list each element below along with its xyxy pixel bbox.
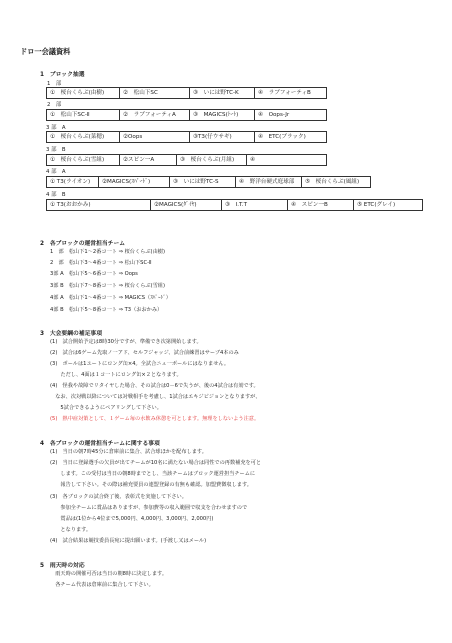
table-cell: ③ 桜台くらぶ(月組) xyxy=(177,155,247,166)
text-line: (1) 当日の朝7時45分に倉庫前に集合、試合球ほかを配布します。 xyxy=(50,449,207,455)
block-label-4a: 4 部 A xyxy=(46,169,66,175)
text-line: 賞品は(1位から4位まで5,000円、4,000円、3,000円、2,000円) xyxy=(50,516,214,522)
table-cell: ① 桜台くらぶ(雪組) xyxy=(47,155,120,166)
block-table-3a xyxy=(46,131,327,143)
section-4-heading: 4 各ブロックの運営担当チームに関する事項 xyxy=(40,441,160,447)
text-line: (3) ボールは1ユートにロング缶×4。全試合ニュ一ボールにはなりません。 xyxy=(50,361,230,367)
table-cell: ⑤ 桜台くらぶ(風組) xyxy=(302,177,371,188)
block-label-2: 2 部 xyxy=(47,102,62,108)
table-cell: ① 桜台くらぶ(由樹) xyxy=(47,88,120,99)
table-cell: ②Oops xyxy=(120,132,190,143)
text-line: 参加全チームに賞品はありますが、参加費等の収入範囲で収支を合わせますので xyxy=(50,505,248,511)
table-cell: ⑤ ETC(グレイ) xyxy=(354,200,423,211)
text-line: 4部 B 松山下5～8番コ一ト ⇒ T3（おおかみ） xyxy=(50,307,163,313)
text-line: 5試合できるようにペアリングして下さい。 xyxy=(50,405,162,411)
table-cell: ① 松山下SC-Ⅱ xyxy=(47,110,120,121)
text-line: します。この受付は当日の朝8時までとし、当該チームはブロック運営担当チームに xyxy=(50,471,256,477)
table-cell: ① T3(おおかみ) xyxy=(47,200,151,211)
section-3-heading: 3 大会要綱の補足事項 xyxy=(40,331,103,337)
table-cell: ④ ラブフォーティB xyxy=(255,88,327,99)
section-1-heading: 1 ブロック抽選 xyxy=(40,72,85,78)
table-cell: ④ 野洋台硬式庭球部 xyxy=(236,177,302,188)
table-cell: ②MAGICS(ﾀﾞｲﾔ) xyxy=(151,200,222,211)
block-label-1: 1 部 xyxy=(47,81,62,87)
table-cell: ④ ETC(ブラック) xyxy=(255,132,327,143)
table-cell: ② ラブフォーティA xyxy=(120,110,190,121)
table-cell: ④ Oops-Jr xyxy=(255,110,327,121)
table-cell: ① T3(ライオン) xyxy=(47,177,99,188)
text-line: (3) 各ブロックの試合終了後、表彰式を実施して下さい。 xyxy=(50,494,187,500)
text-line: 3部 B 松山下7～8番コ一ト ⇒ 桜台くらぶ(雪組) xyxy=(50,283,165,289)
text-line: (1) 試合開始予定は8時30分ですが、準備でき次第開始します。 xyxy=(50,339,202,345)
text-line: となります。 xyxy=(50,527,92,533)
block-table-1 xyxy=(46,87,327,99)
text-line: (2) 当日に登録選手の欠員が出てチームが10名に満たない場合は同性での再数補充を可と xyxy=(50,460,262,466)
block-table-4a xyxy=(46,176,371,188)
table-row xyxy=(47,177,371,188)
table-cell: ②MAGICS(ｽﾊﾟｰﾄﾞ) xyxy=(99,177,170,188)
table-cell: ③ MAGICS(ﾄｰﾄ) xyxy=(190,110,255,121)
table-cell: ③ いには野TC-S xyxy=(170,177,236,188)
table-cell: ① 桜台くらぶ(菜穂) xyxy=(47,132,120,143)
text-line-warning: (5) 熱中症対策として、１ゲーム毎の水飲み休憩を可とします。無理をしないよう注意。 xyxy=(50,416,260,422)
text-line: 1 部 松山下1～2番コ一ト ⇒ 桜台くらぶ(由樹) xyxy=(50,249,165,255)
block-label-4b: 4 部 B xyxy=(46,192,66,198)
text-line: (4) 試合結果は競技委員長宛に提出願います。(手渡し又はメール) xyxy=(50,538,207,544)
table-cell: ③T3(仔ウサギ) xyxy=(190,132,255,143)
text-line: 報告して下さい。その際は補充要員の連盟登録の有無も確認。加盟費徴収します。 xyxy=(50,482,252,488)
text-line: 2 部 松山下3～4番コ一ト ⇒ 松山下SC-Ⅱ xyxy=(50,260,152,266)
table-row xyxy=(47,155,327,166)
text-line: (4) 怪我や故障でリタイヤした場合、その試合は0－6で失うが、後の4試合は有効です。 xyxy=(50,383,259,389)
text-line: ただし、4面は１コ一トにロング缶×２となります。 xyxy=(50,372,182,378)
text-line: 3部 A 松山下5～6番コ一ト ⇒ Oops xyxy=(50,271,138,277)
text-line: なお、次対戦以降については対戦相手を考慮し、1試合はエキジビジョンとなりますが、 xyxy=(50,394,261,400)
table-cell: ② 松山下SC xyxy=(120,88,190,99)
table-row xyxy=(47,200,423,211)
block-table-2 xyxy=(46,109,327,121)
block-table-4b xyxy=(46,199,423,211)
page-title: ドロ一会議資料 xyxy=(20,47,71,56)
text-line: 雨天時の開催可否は当日の朝8時に決定します。 xyxy=(50,571,168,577)
table-row xyxy=(47,132,327,143)
block-label-3a: 3 部 A xyxy=(46,125,66,131)
table-row xyxy=(47,88,327,99)
table-cell: ③ いには野TC-K xyxy=(190,88,255,99)
table-row xyxy=(47,110,327,121)
block-table-3b xyxy=(46,154,327,166)
text-line: (2) 試合は6ゲーム先取ノ一アド、セルフジャッジ、試合前練習はサーブ4本のみ xyxy=(50,350,239,356)
table-cell: ④ xyxy=(247,155,327,166)
table-cell: ④ スピン一B xyxy=(288,200,354,211)
section-5-heading: 5 雨天時の対応 xyxy=(40,563,85,569)
table-cell: ③ I.T.T xyxy=(222,200,288,211)
text-line: 4部 A 松山下1～4番コ一ト ⇒ MAGICS（ｽﾊﾟｰﾄﾞ） xyxy=(50,295,171,301)
block-label-3b: 3 部 B xyxy=(46,147,66,153)
table-cell: ②スピン一A xyxy=(120,155,177,166)
section-2-heading: 2 各ブロックの運営担当チーム xyxy=(40,241,126,247)
text-line: 各チーム代表は倉庫前に集合して下さい。 xyxy=(50,582,154,588)
